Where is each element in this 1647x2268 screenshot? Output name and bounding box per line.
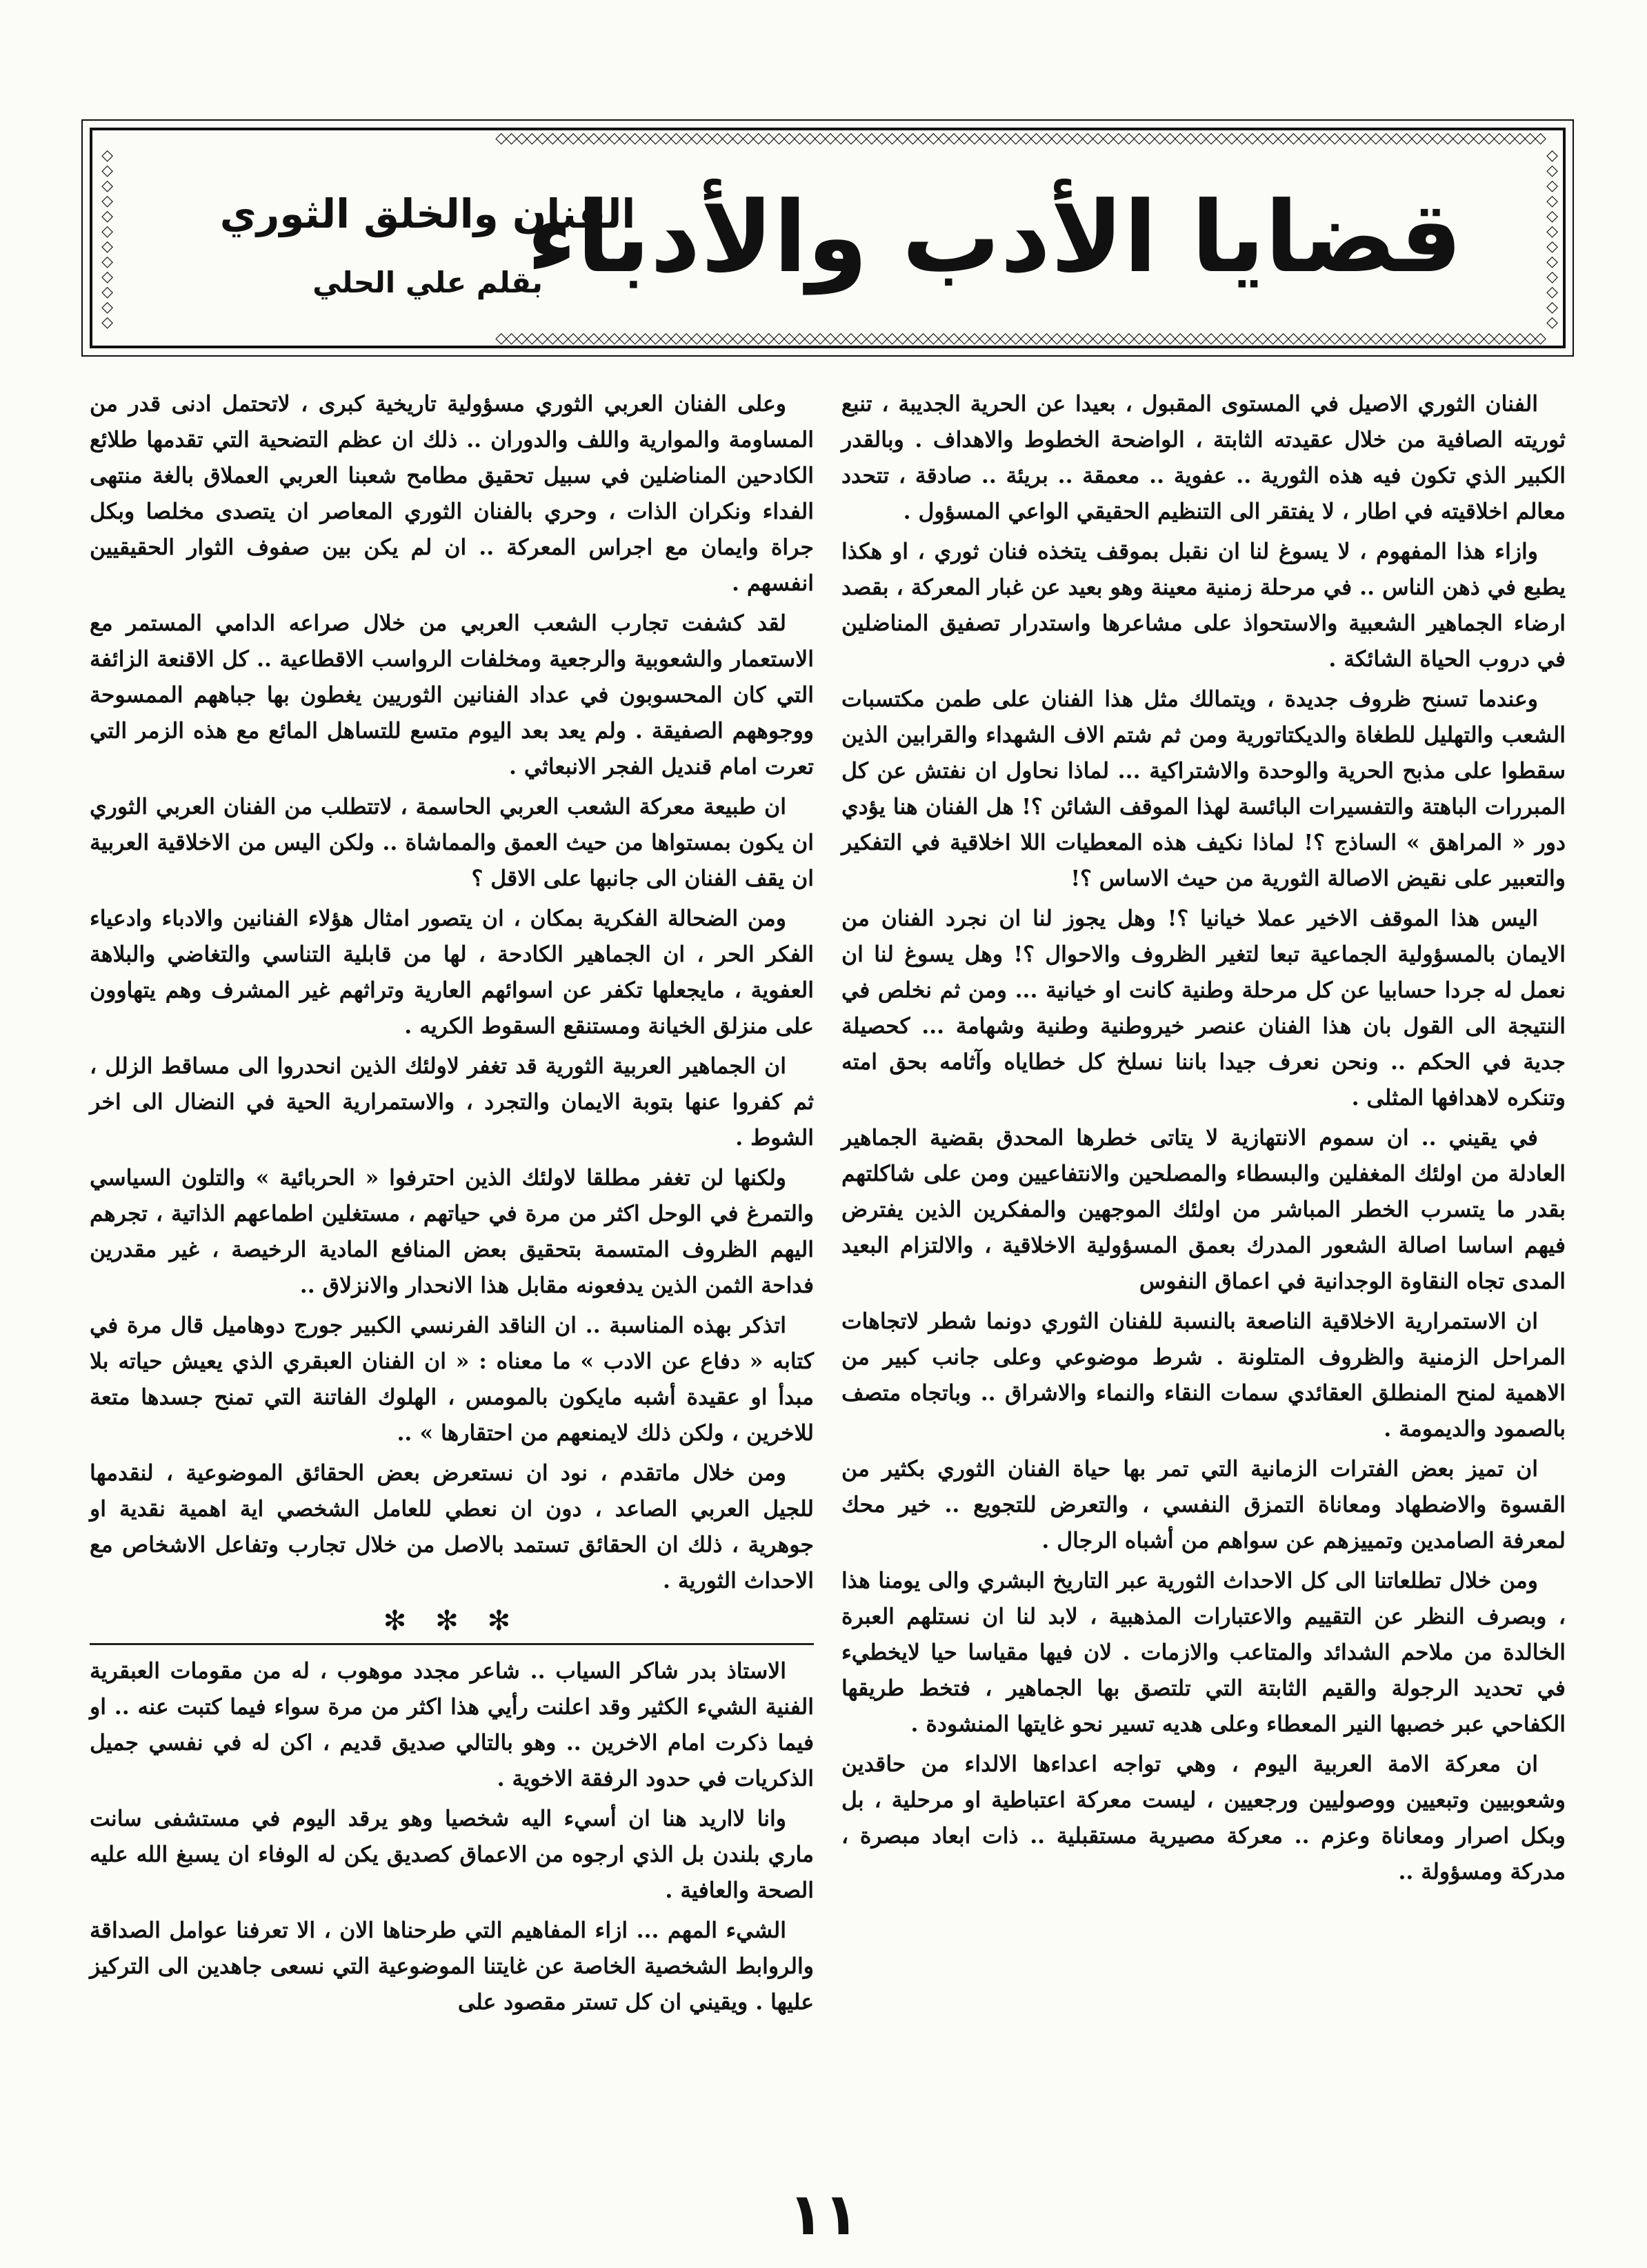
byline: بقلم علي الحلي xyxy=(312,266,543,299)
paragraph: وانا لااريد هنا ان أسيء اليه شخصيا وهو يرقد اليوم في مستشفى سانت ماري بلندن بل الذي ارجوه من الاعماق كصديق يكن له الوفاء ان يسبغ الله عليه الصحة والعافية . xyxy=(90,1806,814,1903)
paragraph: ان تميز بعض الفترات الزمانية التي تمر بها حياة الفنان الثوري بكثير من القسوة والاضطهاد ومعاناة التمزق النفسي ، والتعرض للتجويع .. خير محك لمعرفة الصامدين وتمييزهم عن سواهم من أشباه الرجال . xyxy=(841,1456,1566,1553)
paragraph: في يقيني .. ان سموم الانتهازية لا يتاتى خطرها المحدق بقضية الجماهير العادلة من اولئك المغفلين والبسطاء والمصلحين والانتفاعيين ومن على شاكلتهم بقدر ما يتسرب الخطر المباشر من اولئك الموجهين والمفكرين الذين يفترض فيهم اساسا اصالة الشعور المدرك بعمق المسؤولية الاخلاقية ، والالتزام البعيد المدى تجاه النقاوة الوجدانية في اعماق النفوس xyxy=(841,1125,1566,1294)
paragraph: الاستاذ بدر شاكر السياب .. شاعر مجدد موهوب ، له من مقومات العبقرية الفنية الشيء الكثير وقد اعلنت رأيي هذا اكثر من مرة سواء فيما كتبت عنه .. او فيما ذكرت امام الاخرين .. وهو بالتالي صديق قديم ، اكن له في نفسي جميل الذكريات في حدود الرفقة الاخوية . xyxy=(90,1658,814,1791)
paragraph: وعلى الفنان العربي الثوري مسؤولية تاريخية كبرى ، لاتحتمل ادنى قدر من المساومة والموارية واللف والدوران .. ذلك ان عظم التضحية التي تقدمها طلائع الكادحين المناضلين في سبيل تحقيق مطامح شعبنا العربي العملاق بالغة منتهى الفداء ونكران الذات ، وحري بالفنان الثوري المعاصر ان يتصدى مخلصا وبكل جراة وايمان مع اجراس المعركة .. ان لم يكن بين صفوف الثوار الحقيقيين انفسهم . xyxy=(90,391,814,596)
paragraph: ومن الضحالة الفكرية بمكان ، ان يتصور امثال هؤلاء الفنانين والادباء وادعياء الفكر الحر ، ان الجماهير الكادحة ، لها من قابلية التناسي والتغاضي والبلاهة العفوية ، مايجعلها تكفر عن اسوائهم العارية وتراثهم غير المشرف وهم يتهاوون على منزلق الخيانة ومستنقع السقوط الكريه . xyxy=(90,906,814,1039)
page-number: ١١ xyxy=(788,2180,859,2248)
paragraph: ان الاستمرارية الاخلاقية الناصعة بالنسبة للفنان الثوري دونما شطر لاتجاهات المراحل الزمنية والظروف المتلونة . شرط موضوعي وعلى جانب كبير من الاهمية لمنح المنطلق العقائدي سمات النقاء والنماء والاشراق .. وباتجاه متصف بالصمود والديمومة . xyxy=(841,1309,1566,1442)
paragraph: الشيء المهم ... ازاء المفاهيم التي طرحناها الان ، الا تعرفنا عوامل الصداقة والروابط الشخصية الخاصة عن غايتنا الموضوعية التي نسعى جاهدين الى التركيز عليها . ويقيني ان كل تستر مقصود على xyxy=(90,1918,814,2015)
paragraph: وازاء هذا المفهوم ، لا يسوغ لنا ان نقبل بموقف يتخذه فنان ثوري ، او هكذا يطبع في ذهن الناس .. في مرحلة زمنية معينة وهو بعيد عن غبار المعركة ، بقصد ارضاء الجماهير الشعبية والاستحواذ على مشاعرها واستدرار تصفيق المناضلين في دروب الحياة الشائكة . xyxy=(841,539,1566,672)
paragraph: ومن خلال تطلعاتنا الى كل الاحداث الثورية عبر التاريخ البشري والى يومنا هذا ، وبصرف النظر عن التقييم والاعتبارات المذهبية ، لابد لنا ان نستلهم العبرة الخالدة من ملاحم الشدائد والمتاعب والازمات . لان فيها مقياسا حيا لايخطيء في تحديد الرجولة والقيم الثابتة التي تلتصق بها الجماهير ، فتخط طريقها الكفاحي عبر خصبها النير المعطاء وعلى هديه تسير نحو غايتها المنشودة . xyxy=(841,1568,1566,1737)
article-title: الفنان والخلق الثوري xyxy=(219,190,636,237)
ornament-border-right: ◇◇◇◇◇◇◇◇◇◇◇◇ xyxy=(1546,147,1557,331)
ornament-border-top: ◇◇◇◇◇◇◇◇◇◇◇◇◇◇◇◇◇◇◇◇◇◇◇◇◇◇◇◇◇◇◇◇◇◇◇◇◇◇◇◇◇◇◇◇◇◇◇◇◇◇◇◇◇◇◇◇◇◇◇◇◇◇◇◇◇◇◇◇◇◇◇◇◇◇◇◇◇◇◇◇◇◇◇◇◇◇◇◇◇◇◇◇◇◇◇◇◇◇◇◇◇◇ xyxy=(495,130,1545,147)
paragraph: ان معركة الامة العربية اليوم ، وهي تواجه اعداءها الالداء من حاقدين وشعوبيين وتبعيين ووصوليين ورجعيين ، ليست معركة اعتباطية او مرحلية ، بل وبكل اصرار ومعاناة وعزم .. معركة مصيرية مستقبلية .. ذات ابعاد مبصرة ، مدركة ومسؤولة .. xyxy=(841,1751,1566,1884)
ornament-border-left: ◇◇◇◇◇◇◇◇◇◇◇◇ xyxy=(101,147,112,331)
paragraph: ان الجماهير العربية الثورية قد تغفر لاولئك الذين انحدروا الى مساقط الزلل ، ثم كفروا عنها بتوبة الايمان والتجرد ، والاستمرارية الحية في النضال الى اخر الشوط . xyxy=(90,1053,814,1151)
section-break-stars: ✻ ✻ ✻ xyxy=(383,1605,521,1637)
right-column xyxy=(841,386,1566,2173)
section-divider xyxy=(90,1643,814,1645)
paragraph: الفنان الثوري الاصيل في المستوى المقبول ، بعيدا عن الحرية الجديبة ، تنبع ثوريته الصافية من خلال عقيدته الثابتة ، الواضحة الخطوط والاهداف . وبالقدر الكبير الذي تكون فيه هذه الثورية .. عفوية .. معمقة .. بريئة .. صادقة ، تتحدد معالم اخلاقيته في اطار ، لا يفتقر الى التنظيم الحقيقي الواعي المسؤول . xyxy=(841,391,1566,524)
paragraph: لقد كشفت تجارب الشعب العربي من خلال صراعه الدامي المستمر مع الاستعمار والشعوبية والرجعية ومخلفات الرواسب الاقطاعية .. كل الاقنعة الزائفة التي كان المحسوبون في عداد الفنانين الثوريين يغطون بها جباههم الممسوحة ووجوههم الصفيقة . ولم يعد بعد اليوم متسع للتساهل المائع مع هذه الزمر التي تعرت امام قنديل الفجر الانبعاثي . xyxy=(90,610,814,779)
paragraph: اليس هذا الموقف الاخير عملا خيانيا ؟! وهل يجوز لنا ان نجرد الفنان من الايمان بالمسؤولية الجماعية تبعا لتغير الظروف والاحوال ؟! وهل يسوغ لنا ان نعمل له جردا حسابيا عن كل مرحلة وطنية كانت او خيانية ... ومن ثم نخلص في النتيجة الى القول بان هذا الفنان عنصر خيروطنية وطنية وشهامة ... كحصيلة جدية في الحكم .. ونحن نعرف جيدا باننا نسلخ كل خطاياه وآثامه بحق امته وتنكره لاهدافها المثلى . xyxy=(841,906,1566,1111)
paragraph: ولكنها لن تغفر مطلقا لاولئك الذين احترفوا « الحربائية » والتلون السياسي والتمرغ في الوحل اكثر من مرة في حياتهم ، مستغلين اطماعهم الذاتية ، تجرهم اليهم الظروف المتسمة بتحقيق بعض المنافع المادية الرخيصة ، غير مقدرين فداحة الثمن الذين يدفعونه مقابل هذا الانحدار والانزلاق .. xyxy=(90,1165,814,1298)
paragraph: اتذكر بهذه المناسبة .. ان الناقد الفرنسي الكبير جورج دوهاميل قال مرة في كتابه « دفاع عن الادب » ما معناه : « ان الفنان العبقري الذي يعيش حياته بلا مبدأ او عقيدة أشبه مايكون بالمومس ، الهلوك الفاتنة التي تمنح جسدها متعة للاخرين ، ولكن ذلك لايمنعهم من احتقارها » .. xyxy=(90,1313,814,1446)
paragraph: وعندما تسنح ظروف جديدة ، ويتمالك مثل هذا الفنان على طمن مكتسبات الشعب والتهليل للطغاة والديكتاتورية ومن ثم شتم الاف الشهداء والقرابين الذين سقطوا على مذبح الحرية والوحدة والاشتراكية ... لماذا نحاول ان نفتش عن كل المبررات الباهتة والتفسيرات البائسة لهذا الموقف الشائن ؟! هل الفنان هنا يؤدي دور « المراهق » الساذج ؟! لماذا نكيف هذه المعطيات اللا اخلاقية في التفكير والتعبير على نقيض الاصالة الثورية من حيث الاساس ؟! xyxy=(841,686,1566,891)
series-title: قضايا الأدب والأدباء xyxy=(526,181,1462,295)
ornament-border-bottom: ◇◇◇◇◇◇◇◇◇◇◇◇◇◇◇◇◇◇◇◇◇◇◇◇◇◇◇◇◇◇◇◇◇◇◇◇◇◇◇◇◇◇◇◇◇◇◇◇◇◇◇◇◇◇◇◇◇◇◇◇◇◇◇◇◇◇◇◇◇◇◇◇◇◇◇◇◇◇◇◇◇◇◇◇◇◇◇◇◇◇◇◇◇◇◇◇◇◇◇◇◇◇ xyxy=(495,330,1545,347)
paragraph: ومن خلال ماتقدم ، نود ان نستعرض بعض الحقائق الموضوعية ، لنقدمها للجيل العربي الصاعد ، دون ان نعطي للعامل الشخصي اية اهمية نقدية او جوهرية ، ذلك ان الحقائق تستمد بالاصل من خلال تجارب وتفاعل الاشخاص مع الاحداث الثورية . xyxy=(90,1460,814,1593)
left-column xyxy=(90,386,814,2173)
paragraph: ان طبيعة معركة الشعب العربي الحاسمة ، لاتتطلب من الفنان العربي الثوري ان يكون بمستواها من حيث العمق والمماشاة .. ولكن اليس من الاخلاقية العربية ان يقف الفنان الى جانبها على الاقل ؟ xyxy=(90,794,814,891)
